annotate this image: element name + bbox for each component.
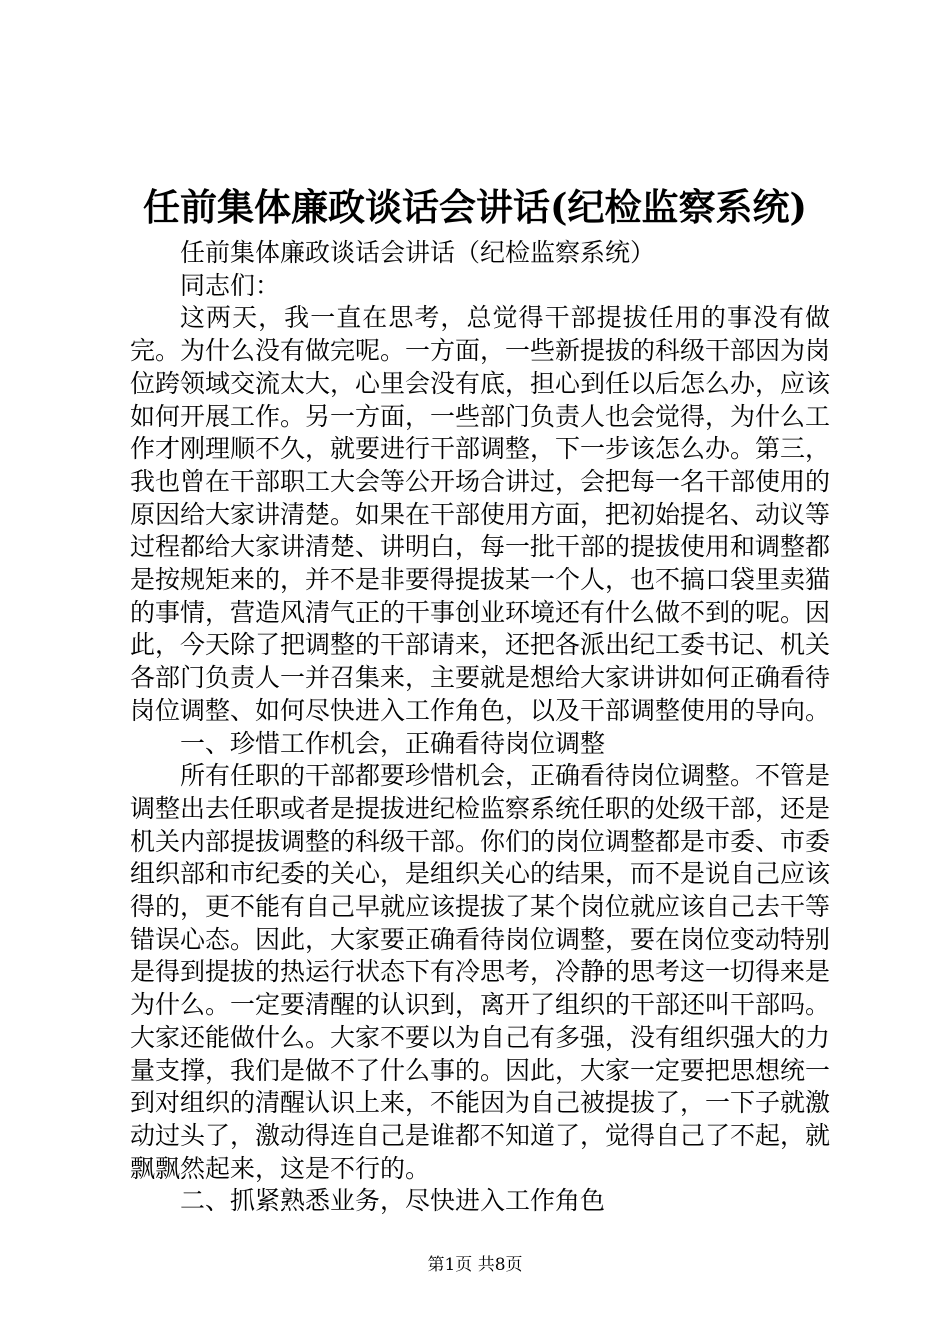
page-title: 任前集体廉政谈话会讲话(纪检监察系统)	[142, 185, 807, 229]
paragraph-section-1: 所有任职的干部都要珍惜机会，正确看待岗位调整。不管是调整出去任职或者是提拔进纪检监察系统任职的处级干部，还是机关内部提拔调整的科级干部。你们的岗位调整都是市委、市委组织部和市纪委的关心，是组织关心的结果，而不是说自己应该得的，更不能有自己早就应该提拔了某个岗位就应该自己去干等错误心态。因此，大家要正确看待岗位调整，要在岗位变动特别是得到提拔的热运行状态下有冷思考，冷静的思考这一切得来是为什么。一定要清醒的认识到，离开了组织的干部还叫干部吗。大家还能做什么。大家不要以为自己有多强，没有组织强大的力量支撑，我们是做不了什么事的。因此，大家一定要把思想统一到对组织的清醒认识上来，不能因为自己被提拔了，一下子就激动过头了，激动得连自己是谁都不知道了，觉得自己了不起，就飘飘然起来，这是不行的。	[130, 761, 831, 1183]
document-subtitle: 任前集体廉政谈话会讲话（纪检监察系统）	[180, 238, 656, 267]
section-heading-1: 一、珍惜工作机会，正确看待岗位调整	[180, 728, 606, 758]
section-heading-2: 二、抓紧熟悉业务，尽快进入工作角色	[180, 1186, 606, 1216]
paragraph-intro: 这两天，我一直在思考，总觉得干部提拔任用的事没有做完。为什么没有做完呢。一方面，一些新提拔的科级干部因为岗位跨领域交流太大，心里会没有底，担心到任以后怎么办，应该如何开展工作。另一方面，一些部门负责人也会觉得，为什么工作才刚理顺不久，就要进行干部调整，下一步该怎么办。第三，我也曾在干部职工大会等公开场合讲过，会把每一名干部使用的原因给大家讲清楚。如果在干部使用方面，把初始提名、动议等过程都给大家讲清楚、讲明白，每一批干部的提拔使用和调整都是按规矩来的，并不是非要得提拔某一个人，也不搞口袋里卖猫的事情，营造风清气正的干事创业环境还有什么做不到的呢。因此，今天除了把调整的干部请来，还把各派出纪工委书记、机关各部门负责人一并召集来，主要就是想给大家讲讲如何正确看待岗位调整、如何尽快进入工作角色，以及干部调整使用的导向。	[130, 303, 831, 725]
salutation: 同志们：	[180, 270, 281, 300]
document-body	[130, 237, 830, 1218]
page-footer: 第1页 共8页	[427, 1255, 523, 1275]
